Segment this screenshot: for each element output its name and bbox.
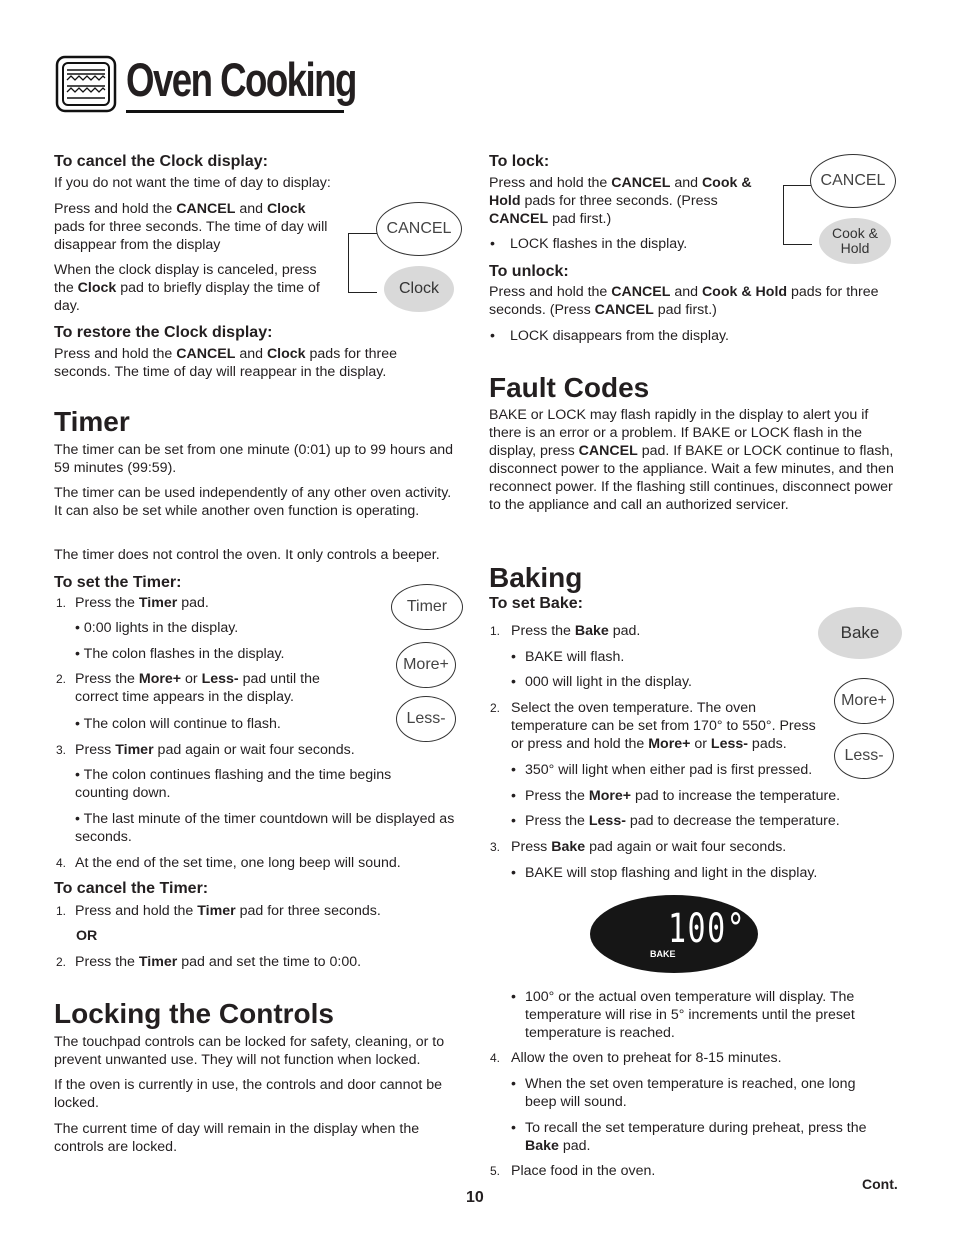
bake-step-4b: • To recall the set temperature during preheat, press the Bake pad. bbox=[511, 1120, 867, 1154]
title-underline bbox=[126, 110, 344, 113]
timer-step-2a: • The colon will continue to flash. bbox=[75, 716, 281, 732]
bake-step-4: 4. Allow the oven to preheat for 8-15 minutes. bbox=[490, 1050, 782, 1066]
unlock-bullet: • LOCK disappears from the display. bbox=[490, 328, 729, 344]
bake-step-2a: • 350° will light when either pad is first pressed. bbox=[511, 762, 813, 778]
page-number: 10 bbox=[466, 1189, 484, 1206]
locking-heading: Locking the Controls bbox=[54, 998, 334, 1029]
timer-step-4: 4. At the end of the set time, one long beep will sound. bbox=[56, 855, 401, 871]
bake-step-3b: • 100° or the actual oven temperature will display. The temperature will rise in 5° increments until the preset temperature is reached. bbox=[511, 989, 855, 1041]
timer-step-1: 1. Press the Timer pad. bbox=[56, 595, 209, 611]
cancel-timer-step-2: 2. Press the Timer pad and set the time to 0:00. bbox=[56, 954, 362, 970]
bake-step-4a: • When the set oven temperature is reached, one long beep will sound. bbox=[511, 1076, 856, 1110]
lock-pad-bracket bbox=[783, 185, 812, 245]
timer-step-2: 2. Press the More+ or Less- pad until the correct time appears in the display. bbox=[56, 671, 320, 705]
bake-step-2b: • Press the More+ pad to increase the temperature. bbox=[511, 788, 841, 804]
fault-codes-p: BAKE or LOCK may flash rapidly in the display to alert you if there is an error or a problem. If BAKE or LOCK flash in the display, press CANCEL pad. If BAKE or LOCK continue to flash, disconnect power to the appliance. Wait a few minutes, and then reconnect power. If the flashing still continues, disconnect power to the appliance and call an authorized servicer. bbox=[489, 407, 894, 513]
cancel-clock-heading: To cancel the Clock display: bbox=[54, 153, 268, 170]
unlock-p: Press and hold the CANCEL and Cook & Hold pads for three seconds. (Press CANCEL pad first.) bbox=[489, 284, 879, 318]
or-label: OR bbox=[76, 928, 98, 944]
timer-p2: The timer can be used independently of any other oven activity. It can also be set while another oven function is operating. bbox=[54, 485, 452, 519]
clock-pad-bracket bbox=[348, 233, 377, 293]
cancel-timer-heading: To cancel the Timer: bbox=[54, 880, 209, 897]
bake-step-1: 1. Press the Bake pad. bbox=[490, 623, 641, 639]
bake-step-5: 5. Place food in the oven. bbox=[490, 1163, 656, 1179]
display-temperature: 100° bbox=[668, 906, 747, 952]
timer-step-3a: • The colon continues flashing and the time begins counting down. bbox=[75, 767, 392, 801]
oven-icon bbox=[55, 55, 119, 115]
cancel-pad: CANCEL bbox=[376, 202, 462, 256]
locking-p3: The current time of day will remain in the display when the controls are locked. bbox=[54, 1121, 420, 1155]
set-timer-heading: To set the Timer: bbox=[54, 574, 182, 591]
locking-p2: If the oven is currently in use, the controls and door cannot be locked. bbox=[54, 1077, 443, 1111]
bake-less-pad: Less- bbox=[834, 733, 894, 779]
continued-label: Cont. bbox=[862, 1176, 898, 1192]
lock-p: Press and hold the CANCEL and Cook & Hold pads for three seconds. (Press CANCEL pad first.) bbox=[489, 175, 752, 227]
oven-display bbox=[590, 895, 758, 973]
timer-p1: The timer can be set from one minute (0:01) up to 99 hours and 59 minutes (99:59). bbox=[54, 442, 454, 476]
timer-step-3: 3. Press Timer pad again or wait four seconds. bbox=[56, 742, 355, 758]
lock-cancel-pad: CANCEL bbox=[810, 154, 896, 208]
clock-pad: Clock bbox=[384, 266, 454, 312]
bake-more-pad: More+ bbox=[834, 678, 894, 724]
lock-heading: To lock: bbox=[489, 153, 550, 170]
less-pad: Less- bbox=[396, 696, 456, 742]
more-pad: More+ bbox=[396, 642, 456, 688]
baking-heading: Baking bbox=[489, 562, 583, 593]
restore-clock-p: Press and hold the CANCEL and Clock pads for three seconds. The time of day will reappear in the display. bbox=[54, 346, 398, 380]
bake-pad: Bake bbox=[818, 607, 902, 659]
timer-step-3b: • The last minute of the timer countdown will be displayed as seconds. bbox=[75, 811, 455, 845]
cancel-timer-step-1: 1. Press and hold the Timer pad for three seconds. bbox=[56, 903, 381, 919]
bake-step-1a: • BAKE will flash. bbox=[511, 649, 625, 665]
timer-step-1a: • 0:00 lights in the display. bbox=[75, 620, 239, 636]
cancel-clock-intro: If you do not want the time of day to display: bbox=[54, 175, 331, 191]
timer-pad: Timer bbox=[391, 584, 463, 630]
bake-step-2c: • Press the Less- pad to decrease the temperature. bbox=[511, 813, 840, 829]
lock-bullet: • LOCK flashes in the display. bbox=[490, 236, 688, 252]
fault-codes-heading: Fault Codes bbox=[489, 372, 650, 403]
page-title: Oven Cooking bbox=[126, 53, 356, 106]
bake-step-1b: • 000 will light in the display. bbox=[511, 674, 692, 690]
timer-p3: The timer does not control the oven. It only controls a beeper. bbox=[54, 547, 440, 563]
cancel-clock-p1: Press and hold the CANCEL and Clock pads for three seconds. The time of day will disappear from the display bbox=[54, 201, 328, 253]
set-bake-heading: To set Bake: bbox=[489, 595, 583, 612]
timer-step-1b: • The colon flashes in the display. bbox=[75, 646, 285, 662]
locking-p1: The touchpad controls can be locked for safety, cleaning, or to prevent unwanted use. They will not function when locked. bbox=[54, 1034, 445, 1068]
timer-heading: Timer bbox=[54, 406, 130, 437]
cancel-clock-p2: When the clock display is canceled, press the Clock pad to briefly display the time of day. bbox=[54, 262, 320, 314]
cook-hold-pad: Cook & Hold bbox=[819, 218, 891, 264]
bake-step-3: 3. Press Bake pad again or wait four seconds. bbox=[490, 839, 787, 855]
display-bake-label: BAKE bbox=[650, 949, 676, 959]
unlock-heading: To unlock: bbox=[489, 263, 569, 280]
restore-clock-heading: To restore the Clock display: bbox=[54, 324, 273, 341]
bake-step-2: 2. Select the oven temperature. The oven temperature can be set from 170° to 550°. Press or press and hold the More+ or Less- pads. bbox=[490, 700, 816, 752]
bake-step-3a: • BAKE will stop flashing and light in the display. bbox=[511, 865, 818, 881]
